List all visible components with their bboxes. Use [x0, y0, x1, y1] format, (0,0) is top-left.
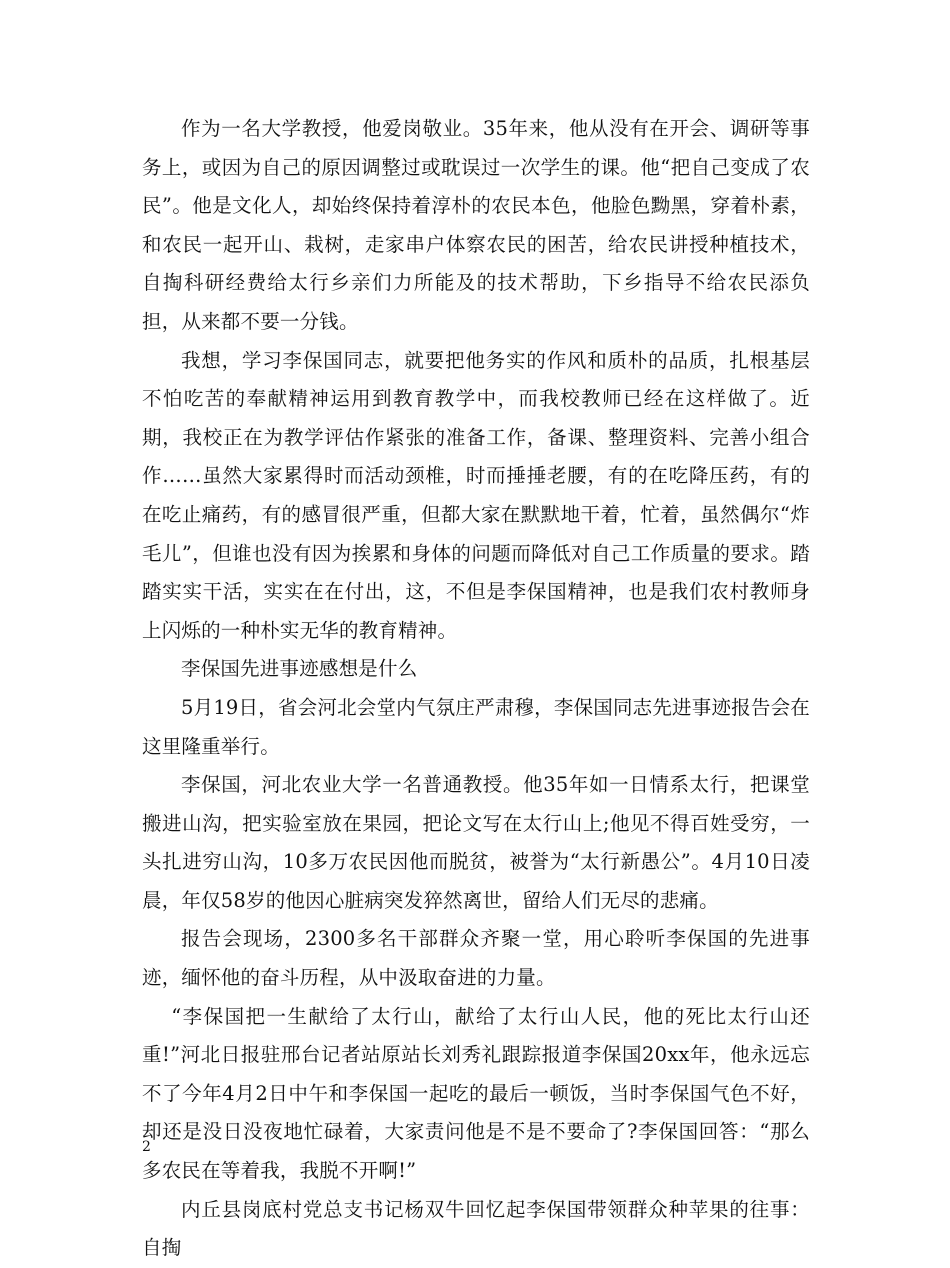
page-number: 2 [142, 1139, 151, 1155]
paragraph-teacher-reflection: 我想，学习李保国同志，就要把他务实的作风和质朴的品质，扎根基层不怕吃苦的奉献精神运用到教育教学中，而我校教师已经在这样做了。近期，我校正在为教学评估作紧张的准备工作，备课、整理资料、完善小组合作……虽然大家累得时而活动颈椎，时而捶捶老腰，有的在吃降压药，有的在吃止痛药，有的感冒很严重，但都大家在默默地干着，忙着，虽然偶尔“炸毛儿”，但谁也没有因为挨累和身体的问题而降低对自己工作质量的要求。踏踏实实干活，实实在在付出，这，不但是李保国精神，也是我们农村教师身上闪烁的一种朴实无华的教育精神。 [142, 348, 810, 642]
document-body [142, 110, 810, 1268]
paragraph-li-baoguo-bio: 李保国，河北农业大学一名普通教授。他35年如一日情系太行，把课堂搬进山沟，把实验室放在果园，把论文写在太行山上;他见不得百姓受穷，一头扎进穷山沟，10多万农民因他而脱贫，被誉为“太行新愚公”。4月10日凌晨，年仅58岁的他因心脏病突发猝然离世，留给人们无尽的悲痛。 [142, 773, 810, 912]
paragraph-journalist-quote: “李保国把一生献给了太行山，献给了太行山人民，他的死比太行山还重!”河北日报驻邢台记者站原站长刘秀礼跟踪报道李保国20xx年，他永远忘不了今年4月2日中午和李保国一起吃的最后一顿饭，当时李保国气色不好，却还是没日没夜地忙碌着，大家责问他是不是不要命了?李保国回答：“那么多农民在等着我，我脱不开啊!” [142, 1004, 810, 1183]
paragraph-report-meeting: 5月19日，省会河北会堂内气氛庄严肃穆，李保国同志先进事迹报告会在这里隆重举行。 [142, 695, 810, 758]
paragraph-village-secretary: 内丘县岗底村党总支书记杨双牛回忆起李保国带领群众种苹果的往事：自掏 [142, 1197, 810, 1260]
section-heading: 李保国先进事迹感想是什么 [181, 657, 418, 681]
paragraph-audience: 报告会现场，2300多名干部群众齐聚一堂，用心聆听李保国的先进事迹，缅怀他的奋斗历程，从中汲取奋进的力量。 [142, 927, 810, 990]
paragraph-professor-dedication: 作为一名大学教授，他爱岗敬业。35年来，他从没有在开会、调研等事务上，或因为自己的原因调整过或耽误过一次学生的课。他“把自己变成了农民”。他是文化人，却始终保持着淳朴的农民本色，他脸色黝黑，穿着朴素，和农民一起开山、栽树，走家串户体察农民的困苦，给农民讲授种植技术，自掏科研经费给太行乡亲们力所能及的技术帮助，下乡指导不给农民添负担，从来都不要一分钱。 [142, 117, 810, 333]
